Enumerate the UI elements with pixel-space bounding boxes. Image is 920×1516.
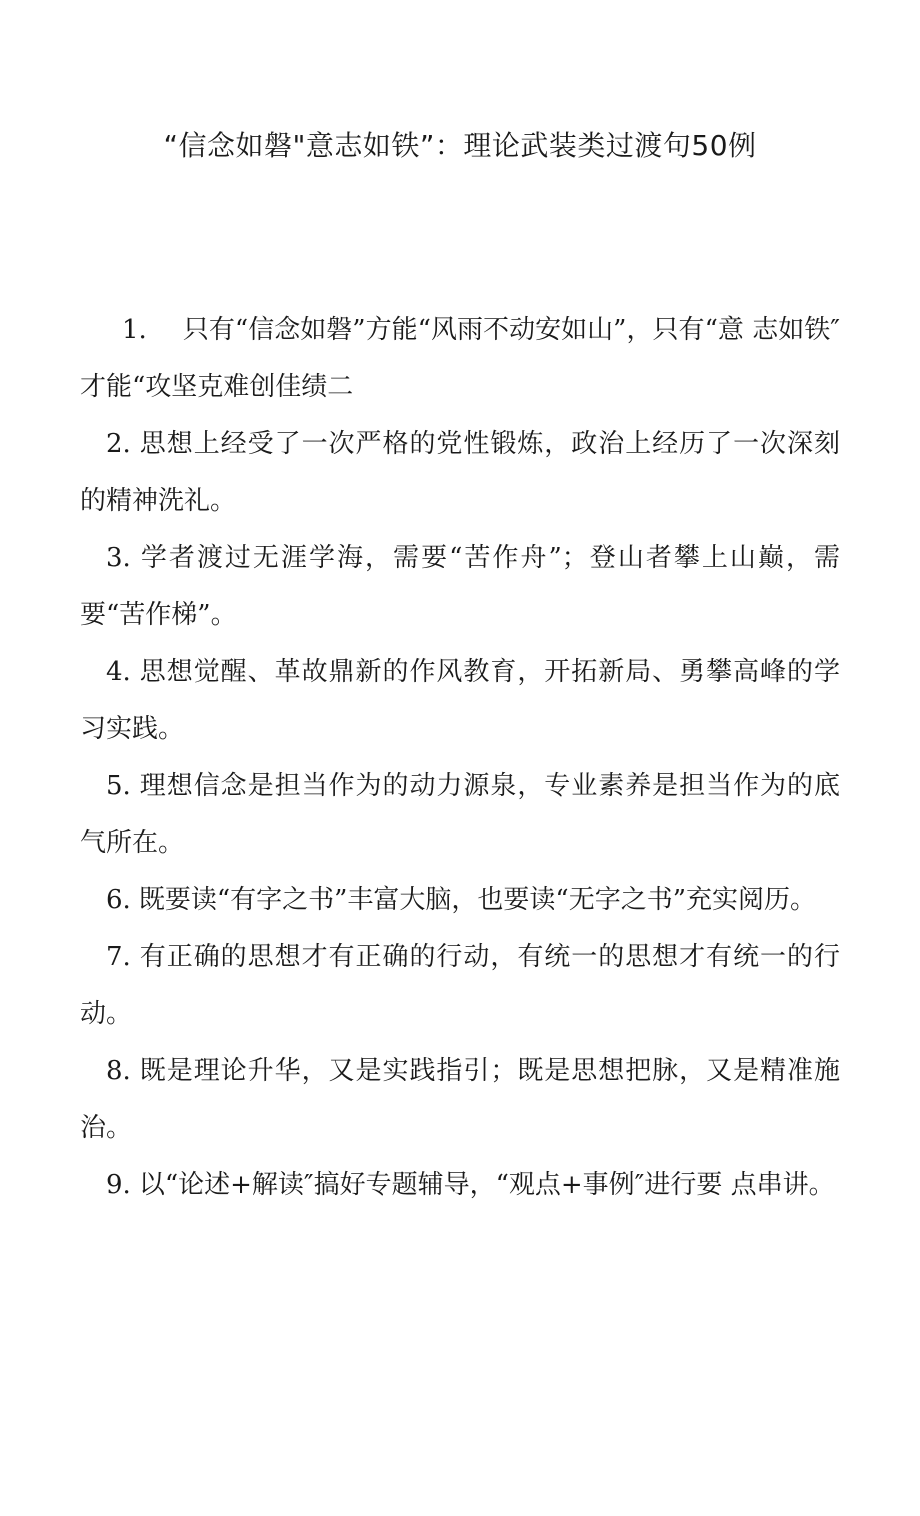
item-number: 6. (106, 885, 131, 915)
item-number: 4. (106, 657, 131, 687)
document-body (80, 302, 840, 1214)
list-item (80, 1157, 840, 1214)
list-item (80, 1043, 840, 1157)
item-number: 3. (106, 543, 131, 573)
item-text: 学者渡过无涯学海，需要“苦作舟”；登山者攀上山巅，需要“苦作梯”。 (80, 543, 840, 630)
item-text: 思想上经受了一次严格的党性锻炼，政治上经历了一次深刻的精神洗礼。 (80, 429, 840, 516)
item-text: 思想觉醒、革故鼎新的作风教育，开拓新局、勇攀高峰的学习实践。 (80, 657, 840, 744)
item-text: 以“论述+解读″搞好专题辅导，“观点+事例″进行要 点串讲。 (138, 1170, 835, 1200)
item-number: 5. (106, 771, 131, 801)
item-number: 9. (106, 1170, 131, 1200)
document-title: “信念如磐"意志如铁”：理论武装类过渡句50例 (163, 129, 757, 162)
item-number: 2. (106, 429, 131, 459)
list-item (80, 416, 840, 530)
list-item (80, 872, 840, 929)
item-number: 1. (122, 315, 147, 345)
item-number: 7. (106, 942, 131, 972)
item-text: 理想信念是担当作为的动力源泉，专业素养是担当作为的底气所在。 (80, 771, 840, 858)
item-number: 8. (106, 1056, 131, 1086)
list-item (80, 302, 840, 416)
list-item (80, 758, 840, 872)
item-text: 既要读“有字之书”丰富大脑，也要读“无字之书”充实阅历。 (138, 885, 816, 915)
item-text: 有正确的思想才有正确的行动，有统一的思想才有统一的行动。 (80, 942, 840, 1029)
item-text: 既是理论升华，又是实践指引；既是思想把脉，又是精准施治。 (80, 1056, 840, 1143)
list-item (80, 929, 840, 1043)
list-item (80, 530, 840, 644)
list-item (80, 644, 840, 758)
item-text: 只有“信念如磐”方能“风雨不动安如山”，只有“意 志如铁″才能“攻坚克难创佳绩二 (80, 315, 840, 402)
